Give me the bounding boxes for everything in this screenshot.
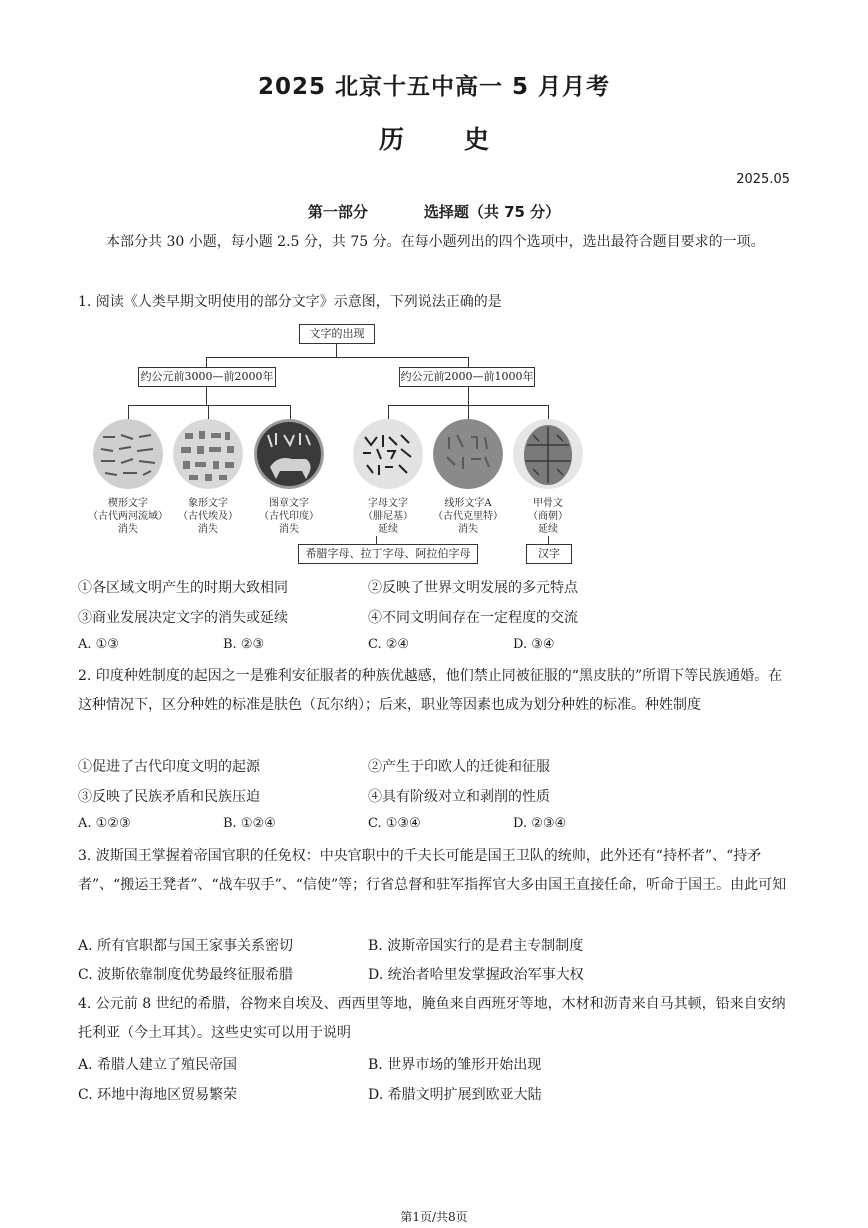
q3-option-d[interactable]: D. 统治者哈里发掌握政治军事大权 [368, 967, 584, 983]
q4-option-d[interactable]: D. 希腊文明扩展到欧亚大陆 [368, 1087, 542, 1103]
q1-item-1: ①各区域文明产生的时期大致相同 [78, 580, 288, 596]
diagram-root-box: 文字的出现 [299, 324, 375, 344]
q1-options [78, 637, 790, 659]
q1-item-2: ②反映了世界文明发展的多元特点 [368, 580, 578, 596]
cuneiform-tablet-image [93, 419, 163, 489]
section-type: 选择题（共 75 分） [423, 203, 561, 221]
q2-items-row-1 [78, 756, 790, 778]
seal-script-image [254, 419, 324, 489]
phoenician-alphabet-image [353, 419, 423, 489]
subject-char-1: 历 [378, 125, 404, 154]
q1-item-4: ④不同文明间存在一定程度的交流 [368, 610, 578, 626]
q4-options-row-2 [78, 1084, 790, 1106]
q1-item-3: ③商业发展决定文字的消失或延续 [78, 610, 288, 626]
q1-option-a[interactable]: A. ①③ [78, 637, 119, 652]
section-part: 第一部分 [307, 203, 368, 221]
q1-items-row-1 [78, 577, 790, 599]
subject-char-2: 史 [464, 125, 490, 154]
linear-a-image [433, 419, 503, 489]
q3-option-a[interactable]: A. 所有官职都与国王家事关系密切 [78, 938, 294, 954]
q2-item-4: ④具有阶级对立和剥削的性质 [368, 789, 550, 805]
q3-options-row-2 [78, 964, 790, 986]
q4-option-b[interactable]: B. 世界市场的雏形开始出现 [368, 1057, 542, 1073]
q1-option-d[interactable]: D. ③④ [513, 637, 555, 652]
q4-option-c[interactable]: C. 环地中海地区贸易繁荣 [78, 1087, 238, 1103]
diagram-left-period: 约公元前3000—前2000年 [138, 367, 276, 387]
q1-option-c[interactable]: C. ②④ [368, 637, 410, 652]
q3-option-c[interactable]: C. 波斯依靠制度优势最终征服希腊 [78, 967, 294, 983]
script-caption-5: 线形文字A （古代克里特） 消失 [433, 498, 503, 535]
q3-options-row-1 [78, 935, 790, 957]
q2-option-a[interactable]: A. ①②③ [78, 816, 131, 831]
script-caption-4: 字母文字 （腓尼基） 延续 [363, 498, 413, 535]
q2-item-2: ②产生于印欧人的迁徙和征服 [368, 759, 550, 775]
q1-items-row-2 [78, 607, 790, 629]
q2-options [78, 816, 790, 838]
q4-stem: 4. 公元前 8 世纪的希腊，谷物来自埃及、西西里等地，腌鱼来自西班牙等地，木材和沥青来自马其顿，铅来自安纳托利亚（今土耳其）。这些史实可以用于说明 [78, 996, 786, 1041]
q2-option-b[interactable]: B. ①②④ [223, 816, 276, 831]
q2-item-1: ①促进了古代印度文明的起源 [78, 759, 260, 775]
q2-option-c[interactable]: C. ①③④ [368, 816, 421, 831]
exam-date: 2025.05 [736, 172, 790, 187]
q4-option-a[interactable]: A. 希腊人建立了殖民帝国 [78, 1057, 238, 1073]
page-footer: 第1页/共8页 [400, 1210, 468, 1224]
hanzi-descendant-box: 汉字 [526, 544, 572, 564]
section-heading [0, 201, 868, 222]
q2-option-d[interactable]: D. ②③④ [513, 816, 567, 831]
q2-stem: 2. 印度种姓制度的起因之一是雅利安征服者的种族优越感，他们禁止同被征服的“黑皮肤的”所谓下等民族通婚。在这种情况下，区分种姓的标准是肤色（瓦尔纳）；后来，职业等因素也成为划分种姓的标准。种姓制度 [78, 668, 783, 713]
q2-items-row-2 [78, 786, 790, 808]
q1-stem: 1. 阅读《人类早期文明使用的部分文字》示意图，下列说法正确的是 [78, 294, 502, 310]
section-instructions: 本部分共 30 小题，每小题 2.5 分，共 75 分。在每小题列出的四个选项中，选出最符合题目要求的一项。 [106, 234, 765, 250]
script-caption-2: 象形文字 （古代埃及） 消失 [178, 498, 238, 535]
exam-title: 2025 北京十五中高一 5 月月考 [257, 74, 611, 100]
hieroglyph-image [173, 419, 243, 489]
q1-diagram [88, 322, 588, 567]
q2-item-3: ③反映了民族矛盾和民族压迫 [78, 789, 260, 805]
oracle-bone-image [513, 419, 583, 489]
q4-options-row-1 [78, 1054, 790, 1076]
subject-heading [0, 120, 868, 156]
q3-option-b[interactable]: B. 波斯帝国实行的是君主专制制度 [368, 938, 584, 954]
q1-option-b[interactable]: B. ②③ [223, 637, 265, 652]
script-caption-1: 楔形文字 （古代两河流域） 消失 [88, 498, 168, 535]
diagram-right-period: 约公元前2000—前1000年 [399, 367, 535, 387]
script-caption-6: 甲骨文 （商朝） 延续 [528, 498, 568, 535]
q3-stem: 3. 波斯国王掌握着帝国官职的任免权：中央官职中的千夫长可能是国王卫队的统帅，此外还有“持杯者”、“持矛者”、“搬运王凳者”、“战车驭手”、“信使”等；行省总督和驻军指挥官大多由国王直接任命，听命于国王。由此可知 [78, 848, 787, 893]
alphabet-descendants-box: 希腊字母、拉丁字母、阿拉伯字母 [298, 544, 478, 564]
script-caption-3: 图章文字 （古代印度） 消失 [259, 498, 319, 535]
